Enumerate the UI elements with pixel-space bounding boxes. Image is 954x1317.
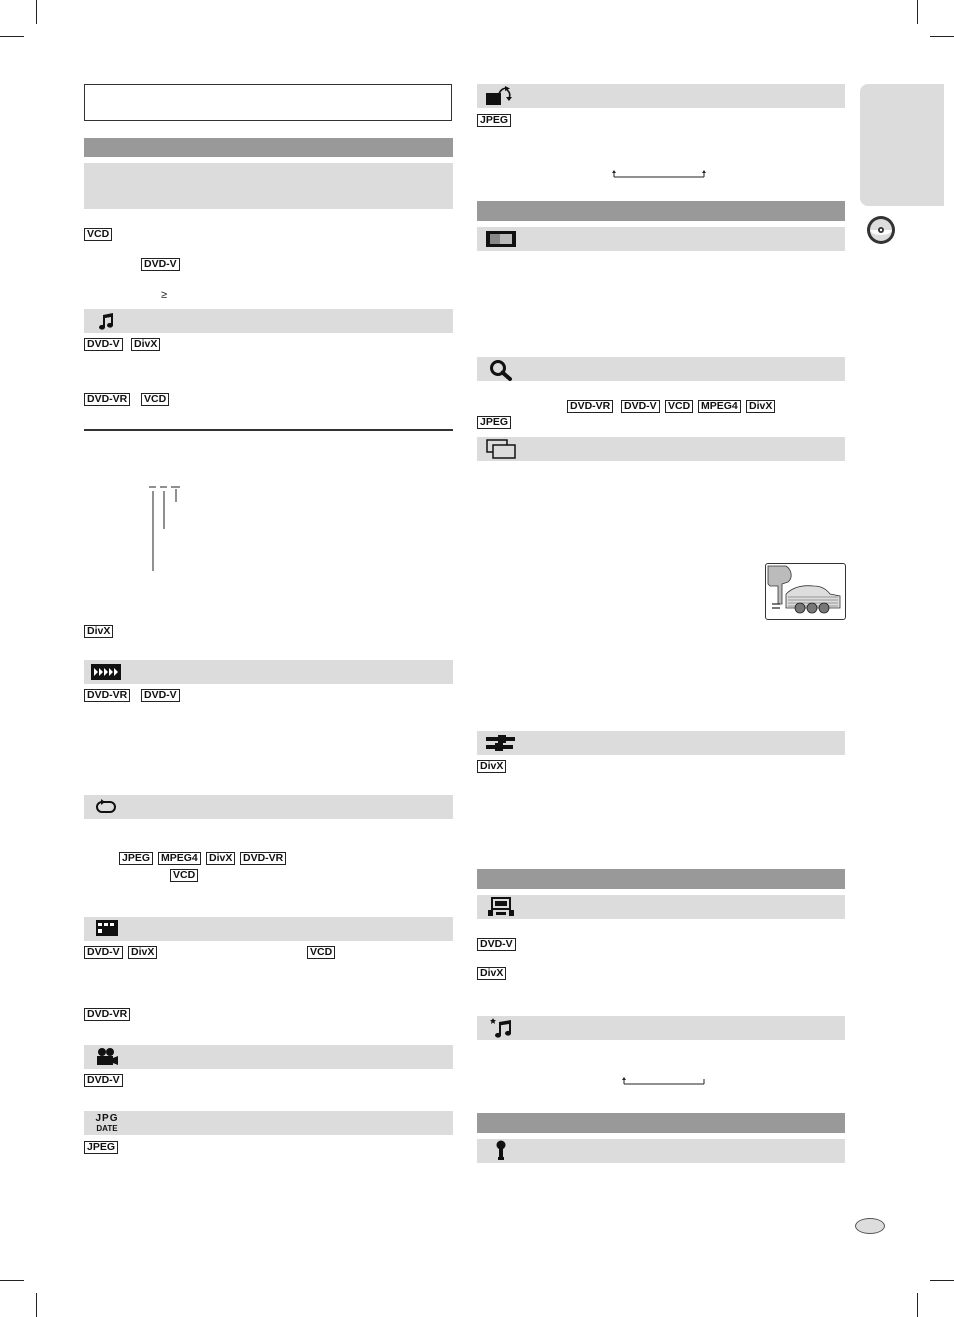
tag-dvd-vr: DVD-VR (84, 393, 130, 406)
subtitle-bar (477, 731, 845, 755)
jpg-date-icon (92, 1114, 122, 1134)
section-header-bar (477, 869, 845, 889)
rotate-picture-icon (485, 86, 513, 106)
audio-bar (84, 309, 453, 333)
repeat-icon (96, 798, 116, 816)
fast-forward-icon (91, 664, 121, 680)
tag-dvd-vr: DVD-VR (84, 1008, 130, 1021)
divider-line (84, 429, 453, 431)
tag-divx: DivX (746, 400, 775, 413)
car-illustration (765, 563, 846, 620)
section-header-bar (84, 138, 453, 157)
tag-divx: DivX (131, 338, 160, 351)
jpg-date-icon-line2: DATE (96, 1124, 118, 1133)
rotate-bar (477, 84, 845, 108)
crop-mark (0, 36, 24, 37)
cycle-arrow-diagram (620, 1073, 708, 1083)
tag-jpeg: JPEG (477, 416, 511, 429)
speed-bar (84, 660, 453, 684)
marker-icon (96, 920, 118, 936)
tag-divx: DivX (128, 946, 157, 959)
zoom-magnifier-icon (489, 359, 513, 381)
section-subheader-bar (84, 163, 453, 209)
tag-divx: DivX (84, 625, 113, 638)
tag-dvd-v: DVD-V (141, 689, 180, 702)
disc-icon (866, 215, 896, 245)
tag-dvd-v: DVD-V (141, 258, 180, 271)
tag-dvd-vr: DVD-VR (84, 689, 130, 702)
side-tab (860, 84, 944, 206)
tag-divx: DivX (477, 967, 506, 980)
angle-bar (84, 1045, 453, 1069)
window-aspect-icon (486, 439, 516, 459)
tag-dvd-v: DVD-V (84, 946, 123, 959)
aspect-bar (477, 437, 845, 461)
picture-mode-bar (477, 227, 845, 251)
zoom-bar (477, 357, 845, 381)
tag-vcd: VCD (141, 393, 169, 406)
tag-mpeg4: MPEG4 (158, 852, 201, 865)
section-header-bar (477, 1113, 845, 1133)
tag-dvd-v: DVD-V (84, 1074, 123, 1087)
sound-effect-bar (477, 1016, 845, 1040)
cycle-arrow-diagram (610, 166, 708, 176)
page-number-oval (855, 1218, 885, 1234)
connector-plug-icon (486, 734, 516, 752)
crop-mark (930, 1280, 954, 1281)
tag-vcd: VCD (170, 869, 198, 882)
tag-mpeg4: MPEG4 (698, 400, 741, 413)
tag-vcd: VCD (84, 228, 112, 241)
tag-dvd-v: DVD-V (477, 938, 516, 951)
microphone-bar (477, 1139, 845, 1163)
tag-dvd-v: DVD-V (621, 400, 660, 413)
camera-icon (95, 1047, 119, 1067)
microphone-icon (495, 1140, 507, 1162)
tag-jpeg: JPEG (477, 114, 511, 127)
greater-equal-symbol: ≥ (161, 289, 168, 301)
crop-mark (36, 0, 37, 24)
speaker-bar (477, 895, 845, 919)
crop-mark (917, 0, 918, 24)
tag-dvd-vr: DVD-VR (567, 400, 613, 413)
jpg-date-bar (84, 1111, 453, 1135)
tag-vcd: VCD (307, 946, 335, 959)
crop-mark (36, 1293, 37, 1317)
crop-mark (917, 1293, 918, 1317)
title-box (84, 84, 452, 121)
crop-mark (930, 36, 954, 37)
jpg-date-icon-line1: JPG (95, 1113, 119, 1124)
tag-dvd-vr: DVD-VR (240, 852, 286, 865)
tag-jpeg: JPEG (84, 1141, 118, 1154)
tag-jpeg: JPEG (119, 852, 153, 865)
tag-divx: DivX (477, 760, 506, 773)
section-header-bar (477, 201, 845, 221)
tag-dvd-v: DVD-V (84, 338, 123, 351)
music-note-icon (96, 311, 116, 331)
bracket-diagram (147, 485, 183, 573)
picture-mode-icon (486, 231, 516, 247)
crop-mark (0, 1280, 24, 1281)
tag-divx: DivX (206, 852, 235, 865)
speaker-monitor-icon (487, 897, 515, 917)
music-effect-icon (490, 1017, 514, 1039)
tag-vcd: VCD (665, 400, 693, 413)
repeat-bar (84, 795, 453, 819)
marker-bar (84, 917, 453, 941)
